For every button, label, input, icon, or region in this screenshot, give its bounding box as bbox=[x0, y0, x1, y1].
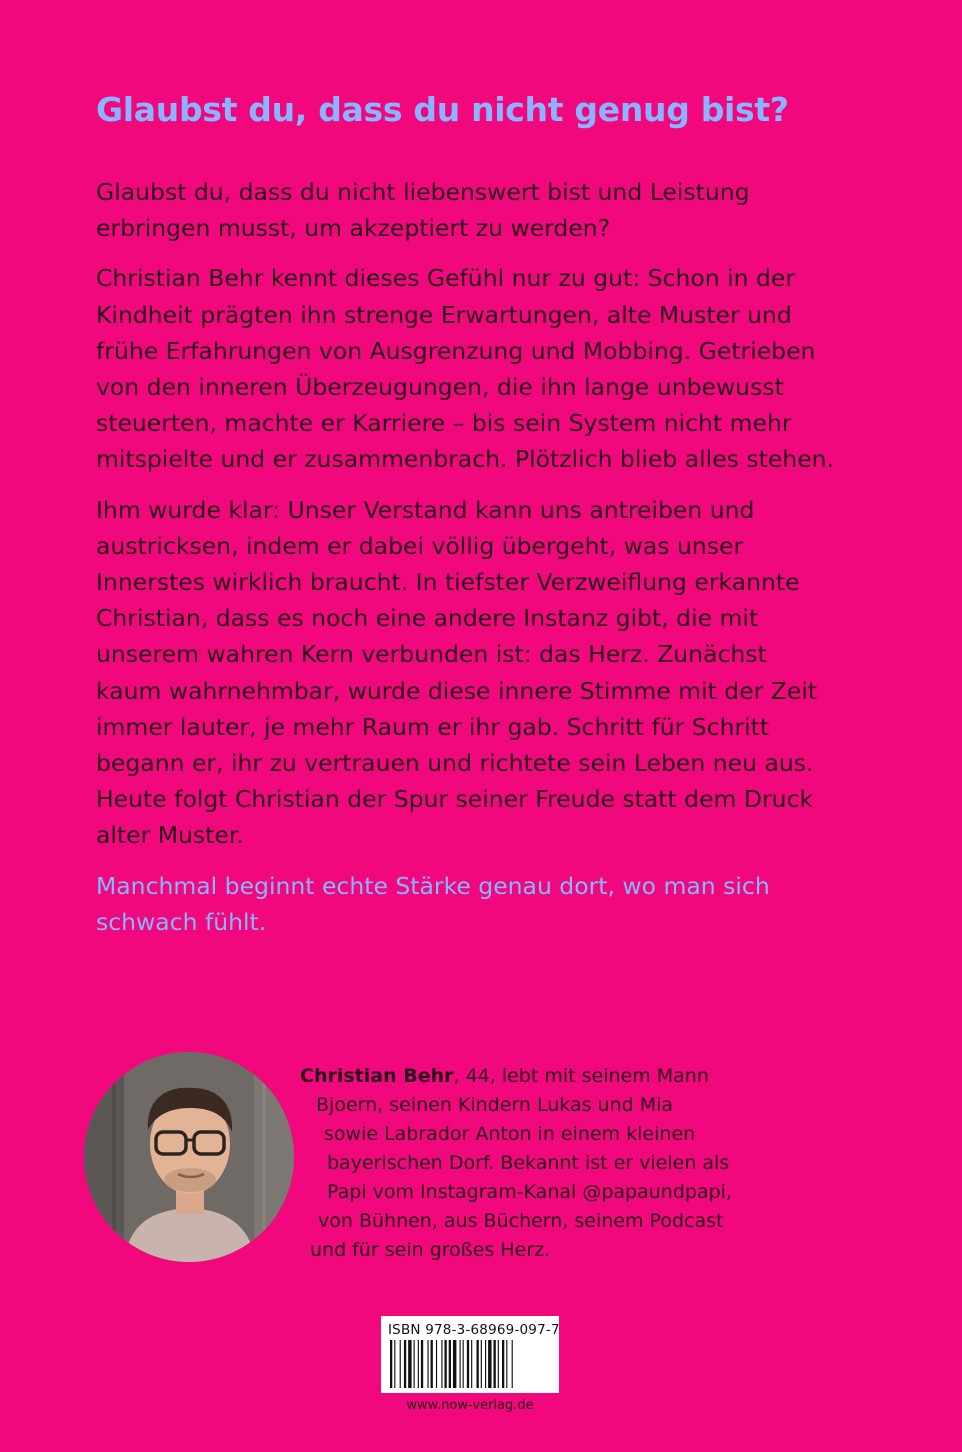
barcode-bar bbox=[390, 1340, 392, 1388]
author-portrait-illustration bbox=[84, 1052, 294, 1262]
paragraph-intro: Glaubst du, dass du nicht liebenswert bist und Leistung erbringen musst, um akzeptiert zu werden? bbox=[96, 178, 750, 243]
blurb-text bbox=[96, 174, 836, 954]
isbn-barcode bbox=[381, 1316, 559, 1393]
barcode-bar bbox=[467, 1340, 469, 1388]
barcode-bar bbox=[418, 1340, 419, 1388]
bio-line: Bjoern, seinen Kindern Lukas und Mia bbox=[316, 1094, 674, 1116]
barcode-bar bbox=[512, 1340, 513, 1388]
barcode-bar bbox=[485, 1340, 486, 1388]
isbn-number: ISBN 978-3-68969-097-7 bbox=[388, 1322, 560, 1338]
bio-line: bayerischen Dorf. Bekannt ist er vielen als bbox=[327, 1152, 730, 1174]
barcode-bar bbox=[441, 1340, 442, 1388]
barcode-bar bbox=[498, 1340, 499, 1388]
barcode-bar bbox=[488, 1340, 491, 1388]
author-photo bbox=[84, 1052, 294, 1262]
barcode-bar bbox=[436, 1340, 437, 1388]
barcode-bars bbox=[388, 1340, 552, 1390]
barcode-bar bbox=[400, 1340, 401, 1388]
barcode-bar bbox=[427, 1340, 428, 1388]
author-name: Christian Behr bbox=[300, 1065, 454, 1087]
headline: Glaubst du, dass du nicht genug bist? bbox=[96, 90, 789, 129]
barcode-bar bbox=[431, 1340, 433, 1388]
barcode-bar bbox=[460, 1340, 461, 1388]
bio-line: Papi vom Instagram-Kanal @papaundpapi, bbox=[327, 1181, 732, 1203]
barcode-bar bbox=[414, 1340, 415, 1388]
publisher-website: www.now-verlag.de bbox=[406, 1398, 534, 1413]
barcode-bar bbox=[449, 1340, 451, 1388]
bio-line: und für sein großes Herz. bbox=[310, 1239, 551, 1261]
barcode-bar bbox=[421, 1340, 423, 1388]
barcode-bar bbox=[444, 1340, 446, 1388]
author-bio bbox=[300, 1062, 740, 1265]
barcode-bar bbox=[404, 1340, 406, 1388]
barcode-bar bbox=[453, 1340, 456, 1388]
barcode-bar bbox=[463, 1340, 464, 1388]
barcode-bar bbox=[477, 1340, 479, 1388]
barcode-bar bbox=[394, 1340, 395, 1388]
bio-first-line: , 44, lebt mit seinem Mann bbox=[453, 1065, 709, 1087]
paragraph-story: Christian Behr kennt dieses Gefühl nur zu gut: Schon in der Kindheit prägten ihn strenge Erwartungen, alte Muster und frühe Erfahrungen von Ausgrenzung und Mobbing. Getrieben von den inneren Überzeugungen, die ihn lange unbewusst steuerten, machte er Karriere – bis sein System nicht mehr mitspielte und er zusammenbrach. Plötzlich blieb alles stehen. bbox=[96, 264, 835, 474]
tagline: Manchmal beginnt echte Stärke genau dort, wo man sich schwach fühlt. bbox=[96, 871, 770, 936]
bio-line: sowie Labrador Anton in einem kleinen bbox=[324, 1123, 696, 1145]
bio-line bbox=[300, 1062, 740, 1091]
barcode-bar bbox=[471, 1340, 472, 1388]
barcode-bar bbox=[494, 1340, 496, 1388]
barcode-bar bbox=[502, 1340, 504, 1388]
barcode-bar bbox=[481, 1340, 482, 1388]
barcode-bar bbox=[408, 1340, 411, 1388]
barcode-bar bbox=[506, 1340, 507, 1388]
paragraph-realization: Ihm wurde klar: Unser Verstand kann uns antreiben und austricksen, indem er dabei völlig übergeht, was unser Innerstes wirklich braucht. In tiefster Verzweiflung erkannte Christian, dass es noch eine andere Instanz gibt, die mit unserem wahren Kern verbunden ist: das Herz. Zunächst kaum wahrnehmbar, wurde diese innere Stimme mit der Zeit immer lauter, je mehr Raum er ihr gab. Schritt für Schritt begann er, ihr zu vertrauen und richtete sein Leben neu aus. Heute folgt Christian der Spur seiner Freude statt dem Druck alter Muster. bbox=[96, 495, 818, 850]
bio-line: von Bühnen, aus Büchern, seinem Podcast bbox=[318, 1210, 724, 1232]
